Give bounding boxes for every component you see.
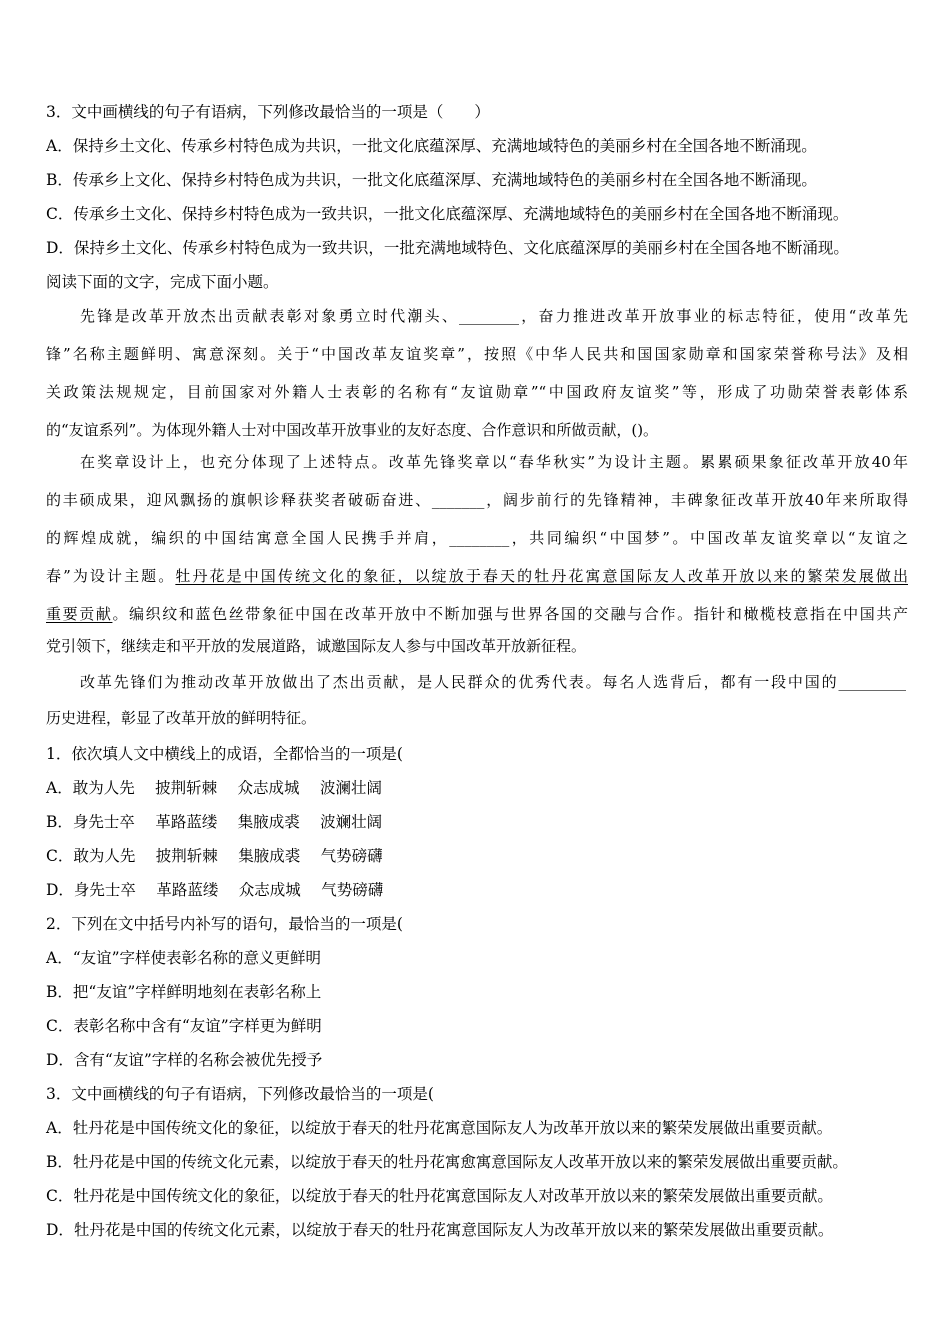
- passage-p2-line-5: [46, 604, 908, 624]
- underlined-sentence-part-1: 牡丹花是中国传统文化的象征，以绽放于春天的牡丹花寓意国际友人改革开放以来的繁荣发展做出: [175, 567, 908, 585]
- q2-option-b: B．把“友谊”字样鲜明地刻在表彰名称上: [46, 983, 322, 1001]
- underlined-sentence-part-2: 重要贡献: [46, 605, 113, 623]
- q3-second-stem: 3．文中画横线的句子有语病，下列修改最恰当的一项是(: [46, 1085, 434, 1103]
- passage-p3-line-2: 历史进程，彰显了改革开放的鲜明特征。: [46, 709, 317, 727]
- passage-p1-line-1: 先锋是改革开放杰出贡献表彰对象勇立时代潮头、________，奋力推进改革开放事业的标志特征，使用“改革先: [80, 307, 908, 325]
- passage-p1-line-2: 锋”名称主题鲜明、寓意深刻。关于“中国改革友谊奖章”，按照《中华人民共和国国家勋章和国家荣誉称号法》及相: [46, 345, 908, 363]
- q1-stem: 1．依次填人文中横线上的成语，全都恰当的一项是(: [46, 745, 403, 763]
- q1-option-d: D．身先士卒 革路蓝缕 众志成城 气势磅礴: [46, 881, 384, 899]
- q3-first-option-a: A．保持乡土文化、传承乡村特色成为共识，一批文化底蕴深厚、充满地域特色的美丽乡村在全国各地不断涌现。: [46, 137, 817, 155]
- reading-instruction: 阅读下面的文字，完成下面小题。: [46, 273, 279, 291]
- q3-first-option-d: D．保持乡土文化、传承乡村特色成为一致共识，一批充满地域特色、文化底蕴深厚的美丽乡村在全国各地不断涌现。: [46, 239, 849, 257]
- passage-p1-line-4: 的“友谊系列”。为体现外籍人士对中国改革开放事业的友好态度、合作意识和所做贡献，()。: [46, 421, 659, 439]
- passage-p2-line-5-rest: 。编织纹和蓝色丝带象征中国在改革开放中不断加强与世界各国的交融与合作。指针和橄榄枝意指在中国共产: [112, 605, 908, 623]
- q3-second-option-b: B．牡丹花是中国的传统文化元素，以绽放于春天的牡丹花寓愈寓意国际友人改革开放以来的繁荣发展做出重要贡献。: [46, 1153, 848, 1171]
- passage-p2-line-4: [46, 566, 908, 586]
- q3-second-option-a: A．牡丹花是中国传统文化的象征，以绽放于春天的牡丹花寓意国际友人为改革开放以来的繁荣发展做出重要贡献。: [46, 1119, 833, 1137]
- passage-p2-line-1: 在奖章设计上，也充分体现了上述特点。改革先锋奖章以“春华秋实”为设计主题。累累硕果象征改革开放40年: [80, 453, 908, 471]
- passage-p1-line-3: 关政策法规规定，目前国家对外籍人士表彰的名称有“友谊勋章”“中国政府友谊奖”等，形成了功勋荣誉表彰体系: [46, 383, 908, 401]
- q2-option-d: D．含有“友谊”字样的名称会被优先授予: [46, 1051, 323, 1069]
- passage-p2-line-2: 的丰硕成果，迎风飘扬的旗帜诊释获奖者破砺奋进、_______，阔步前行的先锋精神，丰碑象征改革开放40年来所取得: [46, 491, 908, 509]
- q2-stem: 2．下列在文中括号内补写的语句，最恰当的一项是(: [46, 915, 403, 933]
- q3-first-stem: 3．文中画横线的句子有语病，下列修改最恰当的一项是（ ）: [46, 103, 490, 121]
- q3-second-option-c: C．牡丹花是中国传统文化的象征，以绽放于春天的牡丹花寓意国际友人对改革开放以来的繁荣发展做出重要贡献。: [46, 1187, 833, 1205]
- passage-p2-line-6: 党引领下，继续走和平开放的发展道路，诚邀国际友人参与中国改革开放新征程。: [46, 637, 587, 655]
- q3-first-option-c: C．传承乡土文化、保持乡村特色成为一致共识，一批文化底蕴深厚、充满地域特色的美丽乡村在全国各地不断涌现。: [46, 205, 849, 223]
- q2-option-a: A．“友谊”字样使表彰名称的意义更鲜明: [46, 949, 322, 967]
- q1-option-b: B．身先士卒 革路蓝缕 集腋成裘 波斓壮阔: [46, 813, 383, 831]
- q3-second-option-d: D．牡丹花是中国的传统文化元素，以绽放于春天的牡丹花寓意国际友人为改革开放以来的繁荣发展做出重要贡献。: [46, 1221, 834, 1239]
- q3-first-option-b: B．传承乡上文化、保持乡村特色成为共识，一批文化底蕴深厚、充满地域特色的美丽乡村在全国各地不断涌现。: [46, 171, 817, 189]
- q2-option-c: C．表彰名称中含有“友谊”字样更为鲜明: [46, 1017, 322, 1035]
- passage-p2-line-4-start: 春”为设计主题。: [46, 567, 176, 585]
- q1-option-c: C．敢为人先 披荆斩棘 集腋成裘 气势磅礴: [46, 847, 383, 865]
- passage-p2-line-3: 的辉煌成就，编织的中国结寓意全国人民携手并肩，________，共同编织“中国梦”。中国改革友谊奖章以“友谊之: [46, 529, 908, 547]
- q1-option-a: A．敢为人先 披荆斩棘 众志成城 波澜壮阔: [46, 779, 382, 797]
- passage-p3-line-1: 改革先锋们为推动改革开放做出了杰出贡献，是人民群众的优秀代表。每名人选背后，都有一段中国的_________: [80, 673, 906, 691]
